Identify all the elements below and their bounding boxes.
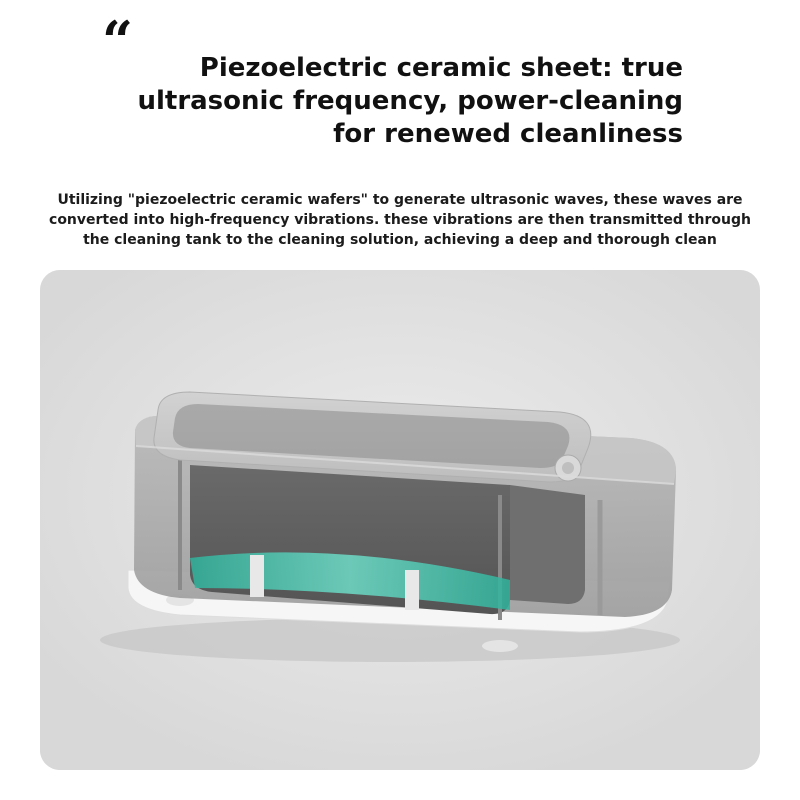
quote-mark-icon: “ <box>102 9 134 73</box>
product-image-panel <box>40 270 760 770</box>
headline-line: Piezoelectric ceramic sheet: true <box>199 53 683 83</box>
description <box>20 190 780 250</box>
headline <box>63 52 683 151</box>
description-line: the cleaning tank to the cleaning solution, achieving a deep and thorough clean <box>83 232 717 248</box>
description-line: converted into high-frequency vibrations. these vibrations are then transmitted through <box>49 212 751 228</box>
headline-line: ultrasonic frequency, power-cleaning <box>137 86 683 116</box>
description-line: Utilizing "piezoelectric ceramic wafers" to generate ultrasonic waves, these waves are <box>57 192 743 208</box>
ultrasonic-cleaner-illustration <box>40 270 760 770</box>
headline-line: for renewed cleanliness <box>333 119 683 149</box>
